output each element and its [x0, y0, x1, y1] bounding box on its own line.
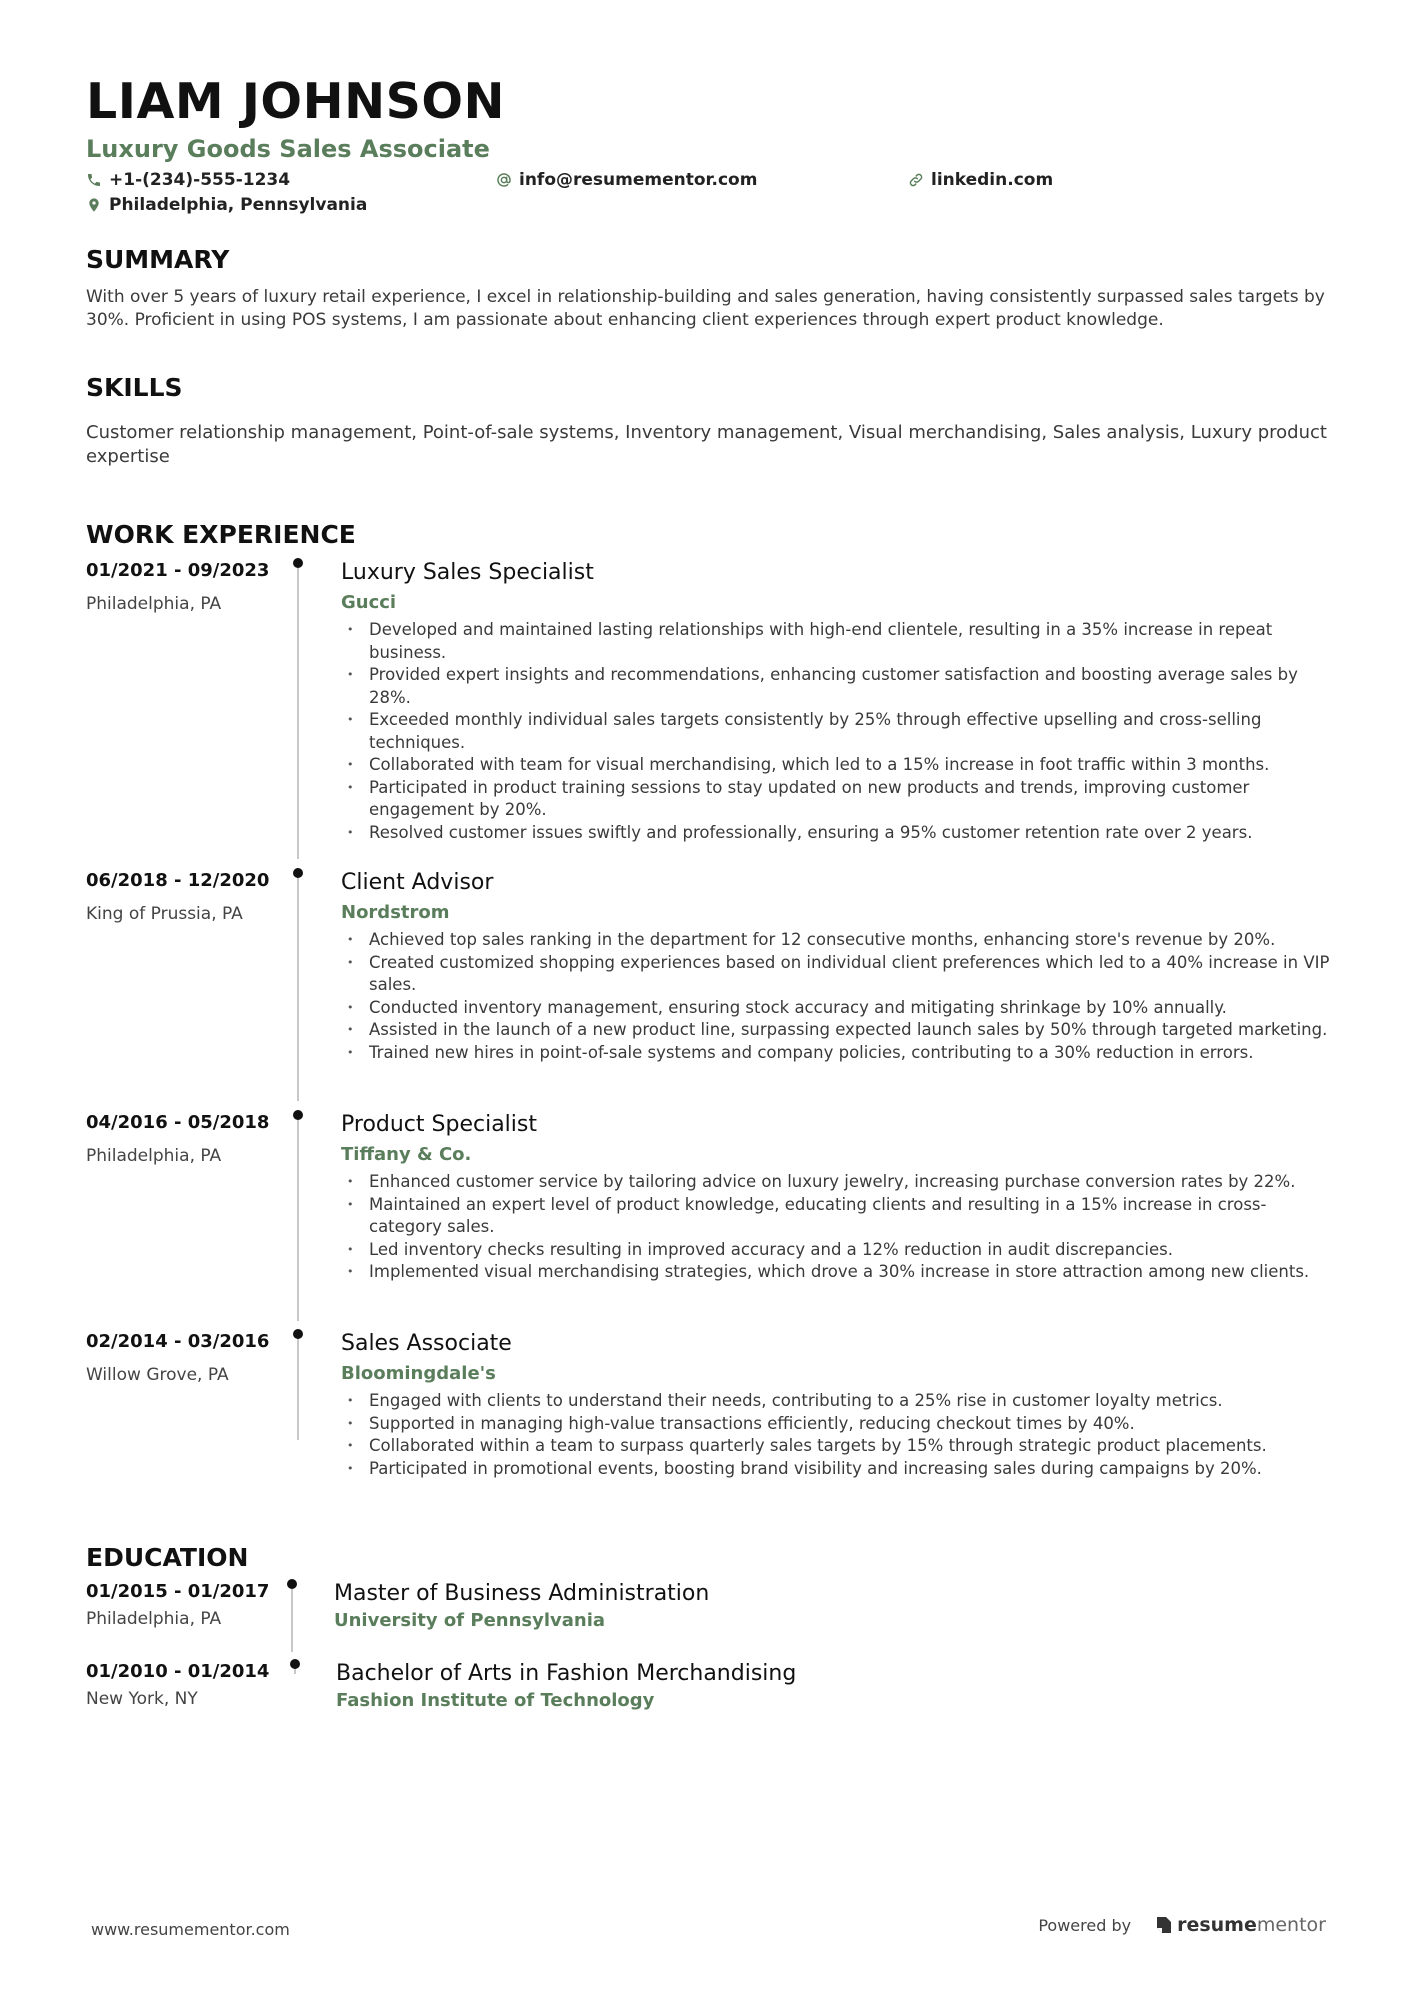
job-company: Nordstrom	[341, 902, 450, 923]
education-entry	[86, 1660, 1086, 1710]
bullet-item: • Led inventory checks resulting in improved accuracy and a 12% reduction in audit discrepancies.	[341, 1239, 1331, 1262]
bullet-item: • Provided expert insights and recommendations, enhancing customer satisfaction and boosting average sales by 28%.	[341, 664, 1331, 709]
timeline-dot	[290, 1659, 300, 1669]
footer-branding	[1038, 1914, 1326, 1936]
job-dates: 01/2021 - 09/2023	[86, 560, 270, 581]
education-school: University of Pennsylvania	[334, 1610, 606, 1631]
contact-email[interactable]	[496, 170, 757, 190]
education-entry	[86, 1580, 1086, 1630]
job-title: Luxury Sales Specialist	[341, 560, 594, 585]
location-pin-icon	[86, 197, 102, 213]
timeline-rail	[291, 1580, 293, 1652]
bullet-item: • Collaborated within a team to surpass quarterly sales targets by 15% through strategic product placements.	[341, 1435, 1331, 1458]
skills-text: Customer relationship management, Point-of-sale systems, Inventory management, Visual merchandising, Sales analysis, Luxury product expertise	[86, 422, 1327, 467]
timeline-rail	[297, 869, 299, 1101]
education-dates: 01/2010 - 01/2014	[86, 1661, 270, 1682]
job-title: Client Advisor	[341, 870, 494, 895]
job-title: Product Specialist	[341, 1112, 537, 1137]
contact-phone[interactable]	[86, 170, 290, 190]
job-bullets	[341, 1171, 1331, 1284]
summary-text: With over 5 years of luxury retail experience, I excel in relationship-building and sales generation, having consistently surpassed sales targets by 30%. Proficient in using POS systems, I am passionate about enhancing client experiences through expert product knowledge.	[86, 287, 1325, 330]
timeline-rail	[297, 559, 299, 859]
work-experience-heading: WORK EXPERIENCE	[86, 520, 356, 549]
job-location: Philadelphia, PA	[86, 594, 222, 614]
brand-text-bold: resume	[1177, 1914, 1257, 1936]
location-text: Philadelphia, Pennsylvania	[109, 195, 368, 215]
job-dates: 04/2016 - 05/2018	[86, 1112, 270, 1133]
bullet-item: • Enhanced customer service by tailoring advice on luxury jewelry, increasing purchase conversion rates by 22%.	[341, 1171, 1331, 1194]
summary-heading: SUMMARY	[86, 245, 230, 274]
education-heading: EDUCATION	[86, 1543, 249, 1572]
education-location: Philadelphia, PA	[86, 1609, 222, 1629]
education-degree: Bachelor of Arts in Fashion Merchandising	[336, 1661, 797, 1686]
job-title: Sales Associate	[341, 1331, 512, 1356]
phone-icon	[86, 172, 102, 188]
bullet-item: • Participated in promotional events, boosting brand visibility and increasing sales during campaigns by 20%.	[341, 1458, 1331, 1481]
candidate-name: LIAM JOHNSON	[86, 73, 506, 130]
email-text: info@resumementor.com	[519, 170, 758, 190]
job-location: King of Prussia, PA	[86, 904, 243, 924]
bullet-item: • Created customized shopping experiences based on individual client preferences which led to a 40% increase in VIP sales.	[341, 952, 1331, 997]
education-location: New York, NY	[86, 1689, 198, 1709]
powered-by-label: Powered by	[1038, 1915, 1132, 1935]
timeline-rail	[297, 1111, 299, 1321]
timeline-dot	[293, 558, 303, 568]
bullet-item: • Collaborated with team for visual merchandising, which led to a 15% increase in foot traffic within 3 months.	[341, 754, 1331, 777]
timeline-dot	[287, 1579, 297, 1589]
bullet-item: • Maintained an expert level of product knowledge, educating clients and resulting in a 15% increase in cross-category sales.	[341, 1194, 1331, 1239]
job-company: Tiffany & Co.	[341, 1144, 472, 1165]
job-dates: 06/2018 - 12/2020	[86, 870, 270, 891]
bullet-item: • Participated in product training sessions to stay updated on new products and trends, improving customer engagement by 20%.	[341, 777, 1331, 822]
bullet-item: • Conducted inventory management, ensuring stock accuracy and mitigating shrinkage by 10% annually.	[341, 997, 1331, 1020]
resumementor-logo-icon	[1155, 1915, 1173, 1935]
timeline-rail	[297, 1330, 299, 1440]
contact-linkedin[interactable]	[908, 170, 1053, 190]
brand-logo[interactable]	[1155, 1914, 1326, 1936]
job-location: Philadelphia, PA	[86, 1146, 222, 1166]
education-school: Fashion Institute of Technology	[336, 1690, 655, 1711]
contact-location	[86, 195, 367, 215]
bullet-item: • Engaged with clients to understand their needs, contributing to a 25% rise in customer loyalty metrics.	[341, 1390, 1331, 1413]
at-icon	[496, 172, 512, 188]
brand-text-light: mentor	[1256, 1914, 1326, 1936]
timeline-dot	[293, 868, 303, 878]
contact-info	[86, 170, 1331, 222]
bullet-item: • Exceeded monthly individual sales targets consistently by 25% through effective upselling and cross-selling techniques.	[341, 709, 1331, 754]
skills-heading: SKILLS	[86, 373, 183, 402]
bullet-item: • Achieved top sales ranking in the department for 12 consecutive months, enhancing store's revenue by 20%.	[341, 929, 1331, 952]
phone-text: +1-(234)-555-1234	[109, 170, 291, 190]
job-bullets	[341, 1390, 1331, 1480]
job-company: Gucci	[341, 592, 397, 613]
education-degree: Master of Business Administration	[334, 1581, 710, 1606]
job-dates: 02/2014 - 03/2016	[86, 1331, 270, 1352]
job-bullets	[341, 619, 1331, 844]
link-icon	[908, 172, 924, 188]
bullet-item: • Assisted in the launch of a new product line, surpassing expected launch sales by 50% through targeted marketing.	[341, 1019, 1331, 1042]
candidate-title: Luxury Goods Sales Associate	[86, 135, 490, 163]
linkedin-text: linkedin.com	[931, 170, 1054, 190]
bullet-item: • Developed and maintained lasting relationships with high-end clientele, resulting in a 35% increase in repeat business.	[341, 619, 1331, 664]
bullet-item: • Resolved customer issues swiftly and professionally, ensuring a 95% customer retention rate over 2 years.	[341, 822, 1331, 845]
footer-website[interactable]: www.resumementor.com	[91, 1920, 290, 1939]
bullet-item: • Supported in managing high-value transactions efficiently, reducing checkout times by 40%.	[341, 1413, 1331, 1436]
timeline-dot	[293, 1110, 303, 1120]
resume-page	[86, 72, 1331, 1711]
bullet-item: • Trained new hires in point-of-sale systems and company policies, contributing to a 30% reduction in errors.	[341, 1042, 1331, 1065]
timeline-dot	[293, 1329, 303, 1339]
job-location: Willow Grove, PA	[86, 1365, 229, 1385]
education-dates: 01/2015 - 01/2017	[86, 1581, 270, 1602]
bullet-item: • Implemented visual merchandising strategies, which drove a 30% increase in store attraction among new clients.	[341, 1261, 1331, 1284]
job-company: Bloomingdale's	[341, 1363, 496, 1384]
job-bullets	[341, 929, 1331, 1064]
